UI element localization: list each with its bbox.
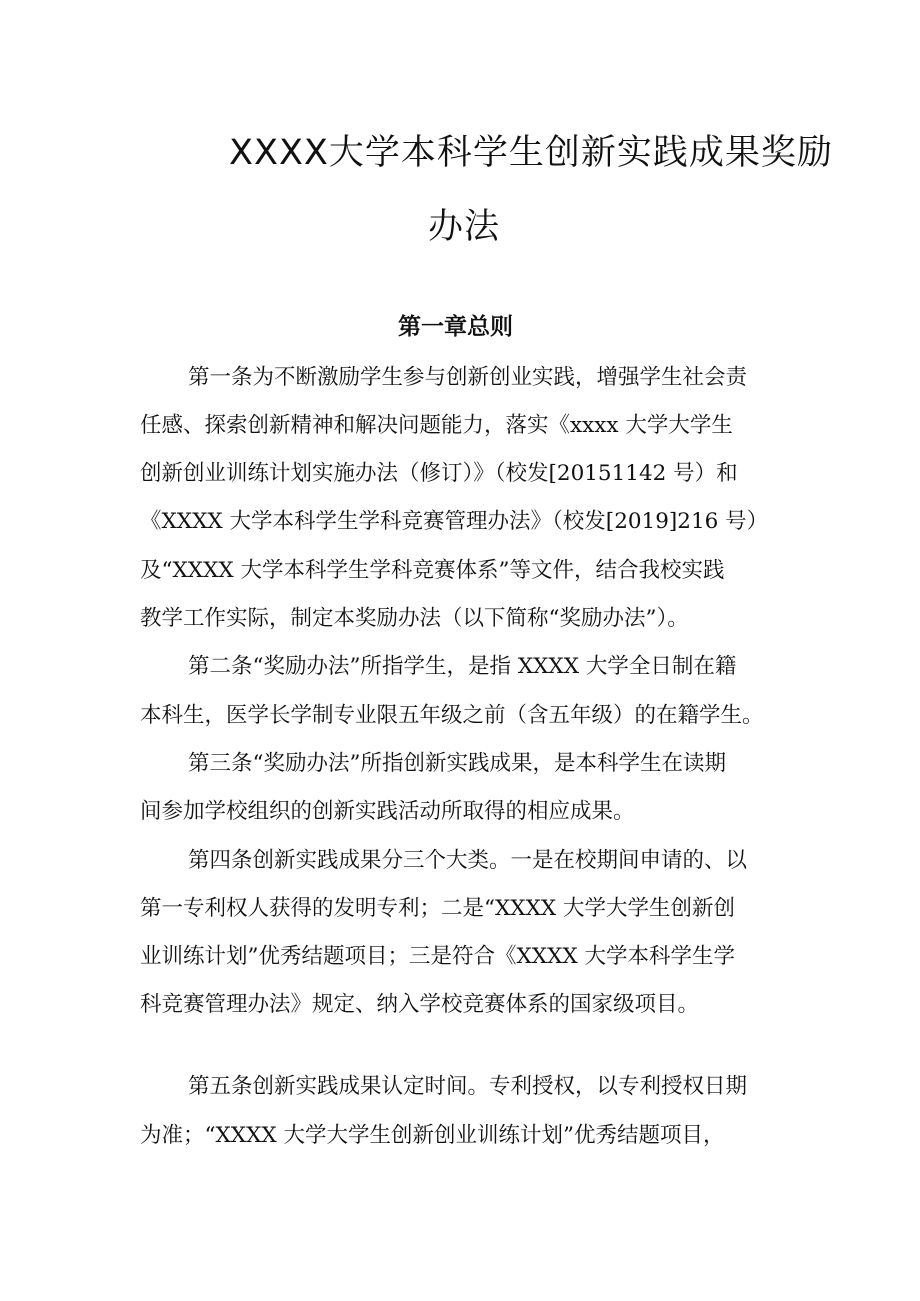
document-title-line-1: XXXX大学本科学生创新实践成果奖励 [229,133,833,173]
article-1-line: 创新创业训练计划实施办法（修订）》（校发[20151142 号）和 [140,461,738,486]
article-3-line: 第三条“奖励办法”所指创新实践成果，是本科学生在读期 [188,751,726,776]
article-4-line: 第四条创新实践成果分三个大类。一是在校期间申请的、以 [188,848,748,873]
article-5-line: 为准；“XXXX 大学大学生创新创业训练计划”优秀结题项目， [140,1123,725,1148]
document-title-line-2: 办法 [428,207,501,247]
article-2-line: 第二条“奖励办法”所指学生，是指 XXXX 大学全日制在籍 [188,654,737,679]
article-1-line: 任感、探索创新精神和解决问题能力，落实《xxxx 大学大学生 [140,413,733,438]
article-2-line: 本科生，医学长学制专业限五年级之前（含五年级）的在籍学生。 [140,703,764,728]
chapter-heading: 第一章总则 [398,314,513,340]
article-1-line: 《XXXX 大学本科学生学科竞赛管理办法》（校发[2019]216 号） [140,509,769,534]
article-1-line: 教学工作实际，制定本奖励办法（以下简称“奖励办法”）。 [140,606,689,631]
article-4-line: 科竞赛管理办法》规定、纳入学校竞赛体系的国家级项目。 [140,992,700,1017]
article-1-line: 第一条为不断激励学生参与创新创业实践，增强学生社会责 [188,365,748,390]
article-3-line: 间参加学校组织的创新实践活动所取得的相应成果。 [140,799,635,824]
article-4-line: 第一专利权人获得的发明专利；二是“XXXX 大学大学生创新创 [140,896,736,921]
article-1-line: 及“XXXX 大学本科学生学科竞赛体系”等文件，结合我校实践 [140,558,725,583]
article-5-line: 第五条创新实践成果认定时间。专利授权，以专利授权日期 [188,1074,748,1099]
article-4-line: 业训练计划”优秀结题项目；三是符合《XXXX 大学本科学生学 [140,944,736,969]
